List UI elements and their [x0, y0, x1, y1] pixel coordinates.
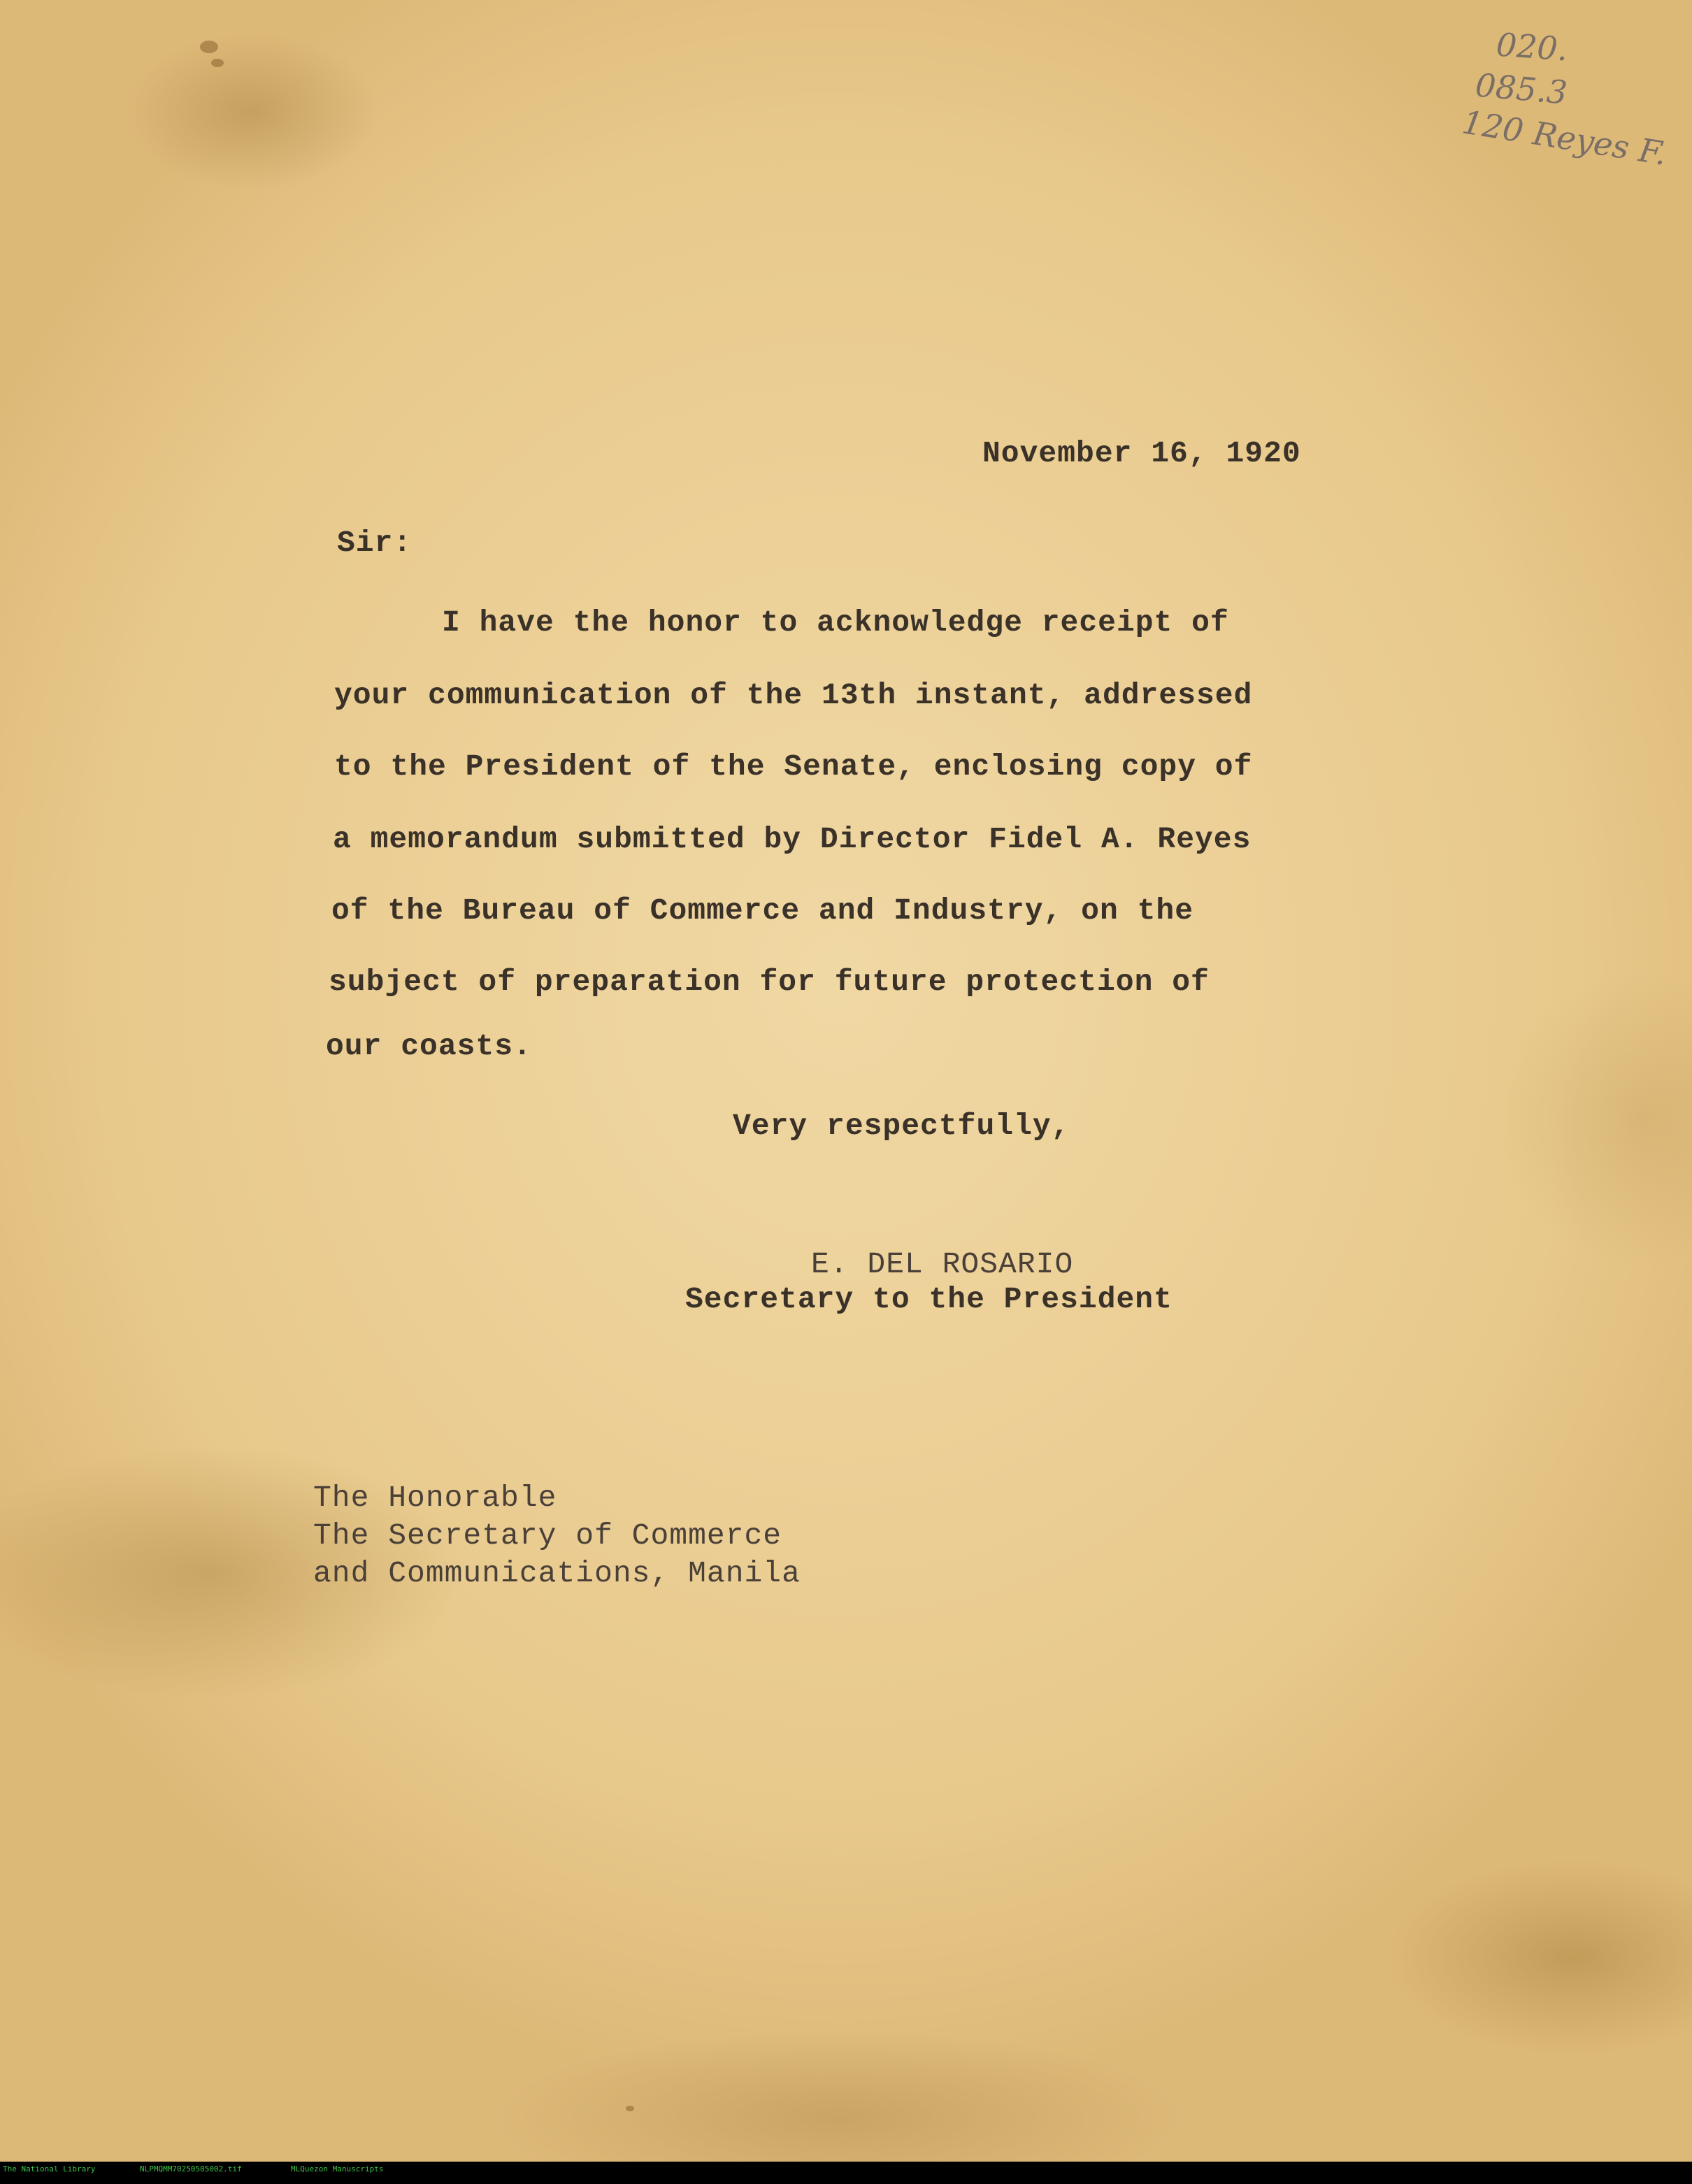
file-annotation-2: 085.3	[1473, 66, 1569, 112]
body-line-3: to the President of the Senate, enclosing copy of	[334, 749, 1253, 784]
body-line-4: a memorandum submitted by Director Fidel A. Reyes	[333, 822, 1252, 856]
signer-name: E. DEL ROSARIO	[811, 1247, 1074, 1281]
footer-collection: MLQuezon Manuscripts	[291, 2164, 384, 2174]
ink-blot	[211, 59, 224, 67]
file-annotation-1: 020.	[1495, 25, 1570, 69]
addressee-line-1: The Honorable	[313, 1481, 557, 1515]
body-line-7: our coasts.	[326, 1029, 532, 1063]
footer-file: NLPMQMM70250505002.tif	[140, 2164, 242, 2174]
addressee-line-3: and Communications, Manila	[313, 1556, 801, 1590]
body-line-2: your communication of the 13th instant, addressed	[334, 678, 1253, 712]
addressee-line-2: The Secretary of Commerce	[313, 1518, 782, 1553]
body-line-5: of the Bureau of Commerce and Industry, on the	[331, 893, 1193, 928]
footer-library: The National Library	[3, 2164, 96, 2174]
signer-title: Secretary to the President	[685, 1282, 1173, 1316]
closing: Very respectfully,	[733, 1109, 1070, 1143]
ink-blot	[200, 41, 218, 53]
ink-blot	[626, 2106, 634, 2111]
file-annotation-3: 120 Reyes F.	[1459, 103, 1670, 173]
body-line-1: I have the honor to acknowledge receipt of	[442, 605, 1229, 640]
body-line-6: subject of preparation for future protection of	[329, 965, 1210, 999]
scan-footer-bar	[0, 2162, 1692, 2184]
salutation: Sir:	[337, 526, 413, 560]
letter-date: November 16, 1920	[982, 436, 1301, 470]
